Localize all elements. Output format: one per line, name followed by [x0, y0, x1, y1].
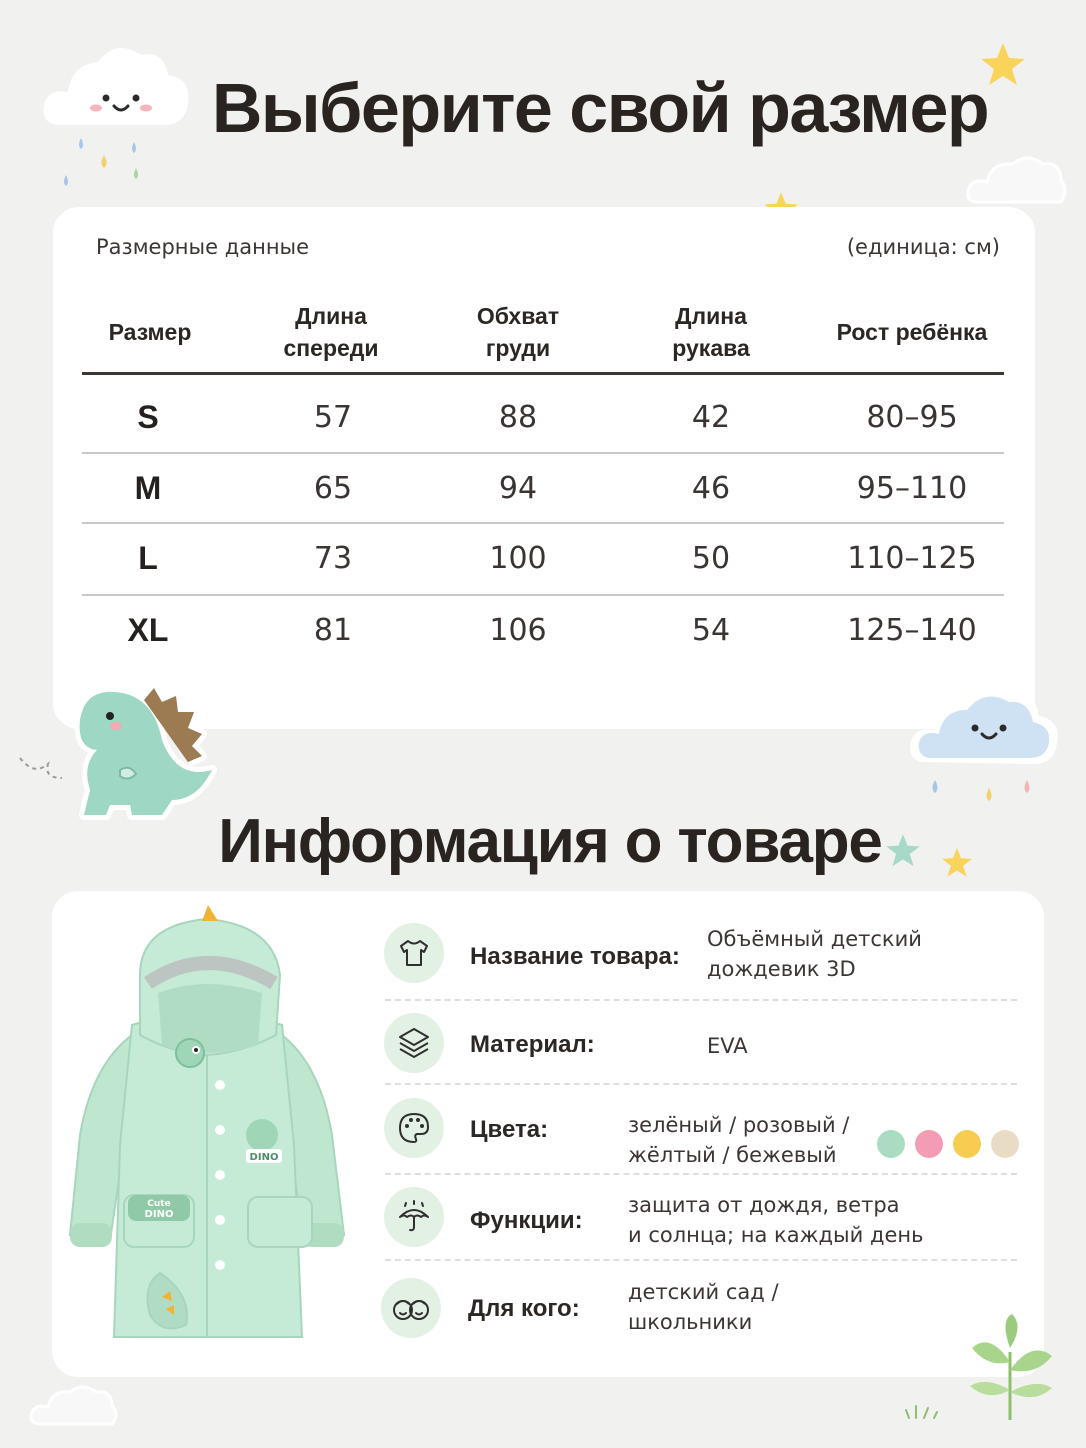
front-length-cell: 57 [313, 399, 353, 435]
sleeve-cell: 42 [691, 399, 731, 435]
row-divider [385, 1173, 1017, 1175]
size-cell: XL [127, 611, 169, 648]
tshirt-icon [384, 923, 444, 983]
section-title: Информация о товаре [218, 807, 882, 876]
table-header-divider [82, 372, 1004, 375]
color-swatch-yellow [953, 1130, 981, 1158]
table-caption: Размерные данные [96, 235, 310, 259]
table-row [82, 453, 1004, 523]
colors-label: Цвета: [470, 1116, 549, 1143]
column-header-chest: Обхват груди [476, 303, 560, 361]
features-value: защита от дождя, ветра и солнца; на каждый день [628, 1193, 924, 1247]
layers-icon [384, 1013, 444, 1073]
row-divider [385, 999, 1017, 1001]
front-length-cell: 65 [313, 470, 353, 506]
material-value: EVA [707, 1034, 748, 1058]
chest-cell: 94 [498, 470, 538, 506]
color-swatch-beige [991, 1130, 1019, 1158]
height-cell: 80–95 [866, 399, 958, 435]
table-row [82, 382, 1004, 452]
cloud-icon [905, 670, 1065, 815]
column-header-size: Размер [108, 319, 192, 345]
column-header-height: Рост ребёнка [836, 319, 988, 345]
audience-label: Для кого: [468, 1295, 580, 1322]
svg-text:DINO: DINO [249, 1152, 279, 1163]
size-cell: L [138, 539, 158, 576]
cloud-icon [36, 30, 196, 200]
product-name-value: Объёмный детский дождевик 3D [707, 927, 922, 981]
sleeve-cell: 54 [691, 612, 731, 648]
front-length-cell: 81 [313, 612, 353, 648]
cloud-outline-icon [965, 150, 1070, 210]
sleeve-cell: 50 [691, 540, 731, 576]
material-label: Материал: [470, 1031, 595, 1058]
features-label: Функции: [470, 1207, 583, 1234]
color-swatch-green [877, 1130, 905, 1158]
kids-icon [381, 1278, 441, 1338]
table-row [82, 595, 1004, 665]
palette-icon [384, 1098, 444, 1158]
product-name-label: Название товара: [470, 943, 680, 970]
chest-cell: 88 [498, 399, 538, 435]
svg-text:DINO: DINO [144, 1209, 174, 1220]
grass-icon [904, 1400, 944, 1420]
table-row [82, 523, 1004, 593]
height-cell: 125–140 [847, 612, 977, 648]
sprout-icon [960, 1312, 1060, 1422]
audience-value: детский сад / школьники [628, 1280, 779, 1334]
chest-cell: 100 [489, 540, 547, 576]
color-swatch-pink [915, 1130, 943, 1158]
row-divider [385, 1083, 1017, 1085]
sleeve-cell: 46 [691, 470, 731, 506]
raincoat-image [62, 905, 352, 1350]
column-header-front-length: Длина спереди [283, 303, 379, 361]
size-cell: M [134, 469, 162, 506]
chest-cell: 106 [489, 612, 547, 648]
cloud-outline-icon [28, 1380, 123, 1430]
svg-text:Cute: Cute [147, 1199, 171, 1209]
front-length-cell: 73 [313, 540, 353, 576]
row-divider [385, 1259, 1017, 1261]
page-title: Выберите свой размер [211, 69, 989, 147]
colors-value: зелёный / розовый / жёлтый / бежевый [628, 1113, 850, 1167]
umbrella-icon [384, 1187, 444, 1247]
height-cell: 95–110 [856, 470, 968, 506]
size-cell: S [137, 398, 159, 435]
height-cell: 110–125 [847, 540, 977, 576]
unit-note: (единица: см) [846, 235, 1000, 259]
column-header-sleeve: Длина рукава [672, 303, 750, 361]
